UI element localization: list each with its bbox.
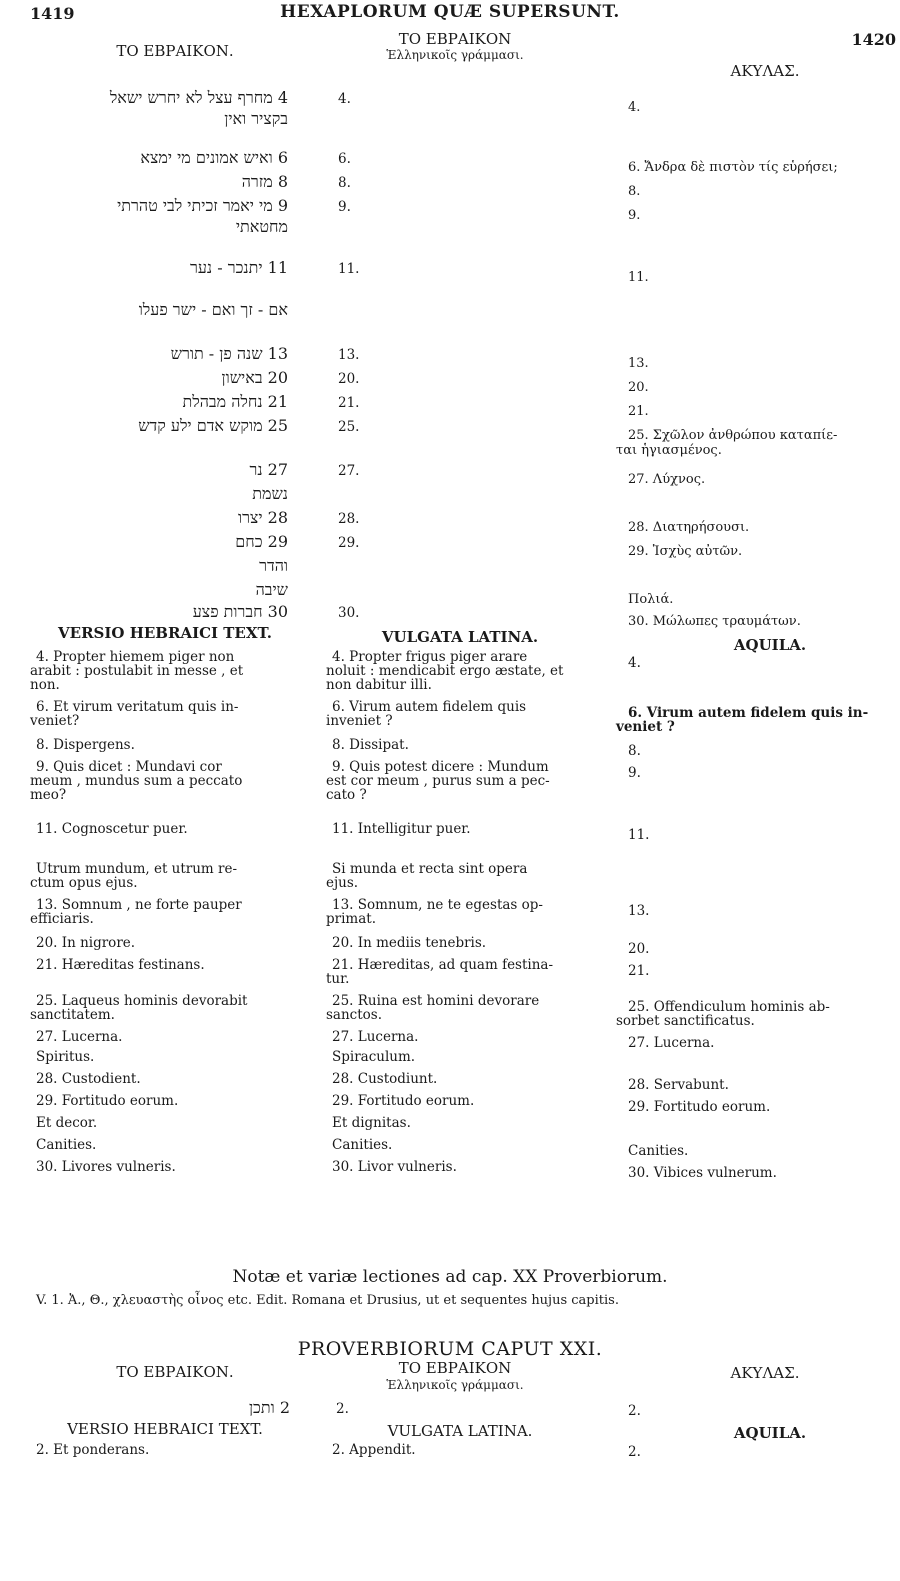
transliteration-verse: 28. (338, 511, 360, 527)
transliteration-verse: 13. (338, 347, 360, 363)
vulgata-latin-verse-continued: primat. (326, 911, 376, 927)
transliteration-verse: 20. (338, 371, 360, 387)
transliteration-verse: 30. (338, 605, 360, 621)
vulgata-latin-verse: 30. Livor vulneris. (332, 1159, 457, 1175)
aquila-greek-verse: Πολιά. (628, 592, 674, 607)
versio-latin-verse: 30. Livores vulneris. (36, 1159, 176, 1175)
versio-latin-verse-continued: meum , mundus sum a peccato (30, 773, 243, 789)
vulgata-latin-verse: 13. Somnum, ne te egestas op- (332, 897, 543, 913)
col-head-aquila: ΑΚΥΛΑΣ. (730, 62, 800, 80)
transliteration-verse: 11. (338, 261, 360, 277)
vulgata-latin-verse-continued: ejus. (326, 875, 359, 891)
hebrew-verse: 30 חברות פצע (192, 602, 288, 621)
vulgata-latin-verse: 27. Lucerna. (332, 1029, 419, 1045)
ch21-head-aquila-latin: AQUILA. (733, 1424, 807, 1442)
versio-latin-verse-continued: meo? (30, 787, 67, 803)
vulgata-latin-verse: Si munda et recta sint opera (332, 861, 528, 877)
vulgata-latin-verse-continued: cato ? (326, 787, 367, 803)
aquila-latin-verse: 13. (628, 903, 650, 919)
hebrew-verse: 6 ואיש אמונים מי ימצא (140, 148, 288, 167)
versio-latin-verse-continued: sanctitatem. (30, 1007, 115, 1023)
transliteration-verse: 21. (338, 395, 360, 411)
aquila-greek-verse: 20. (628, 380, 649, 395)
vulgata-latin-verse: 9. Quis potest dicere : Mundum (332, 759, 549, 775)
ch21-hebrew-verse: 2 ותכן (248, 1398, 290, 1417)
vulgata-latin-verse: Canities. (332, 1137, 393, 1153)
versio-latin-verse: 6. Et virum veritatum quis in- (36, 699, 239, 715)
col-head-versio: VERSIO HEBRAICI TEXT. (58, 624, 272, 642)
versio-latin-verse: 13. Somnum , ne forte pauper (36, 897, 242, 913)
hebrew-verse: 13 שנה פן - תורש (170, 344, 288, 363)
aquila-greek-verse: 27. Λύχνος. (628, 472, 706, 487)
ch21-head-aquila: ΑΚΥΛΑΣ. (730, 1364, 800, 1382)
aquila-greek-verse: 13. (628, 356, 649, 371)
ch21-aquila-latin-verse: 2. (628, 1444, 641, 1460)
versio-latin-verse: Spiritus. (36, 1049, 95, 1065)
hebrew-verse: שיבה (255, 580, 288, 599)
ch21-vulgata-verse: 2. Appendit. (332, 1442, 416, 1458)
aquila-latin-verse: 25. Offendiculum hominis ab- (628, 999, 830, 1015)
aquila-greek-verse: 28. Διατηρήσουσι. (628, 520, 750, 535)
ch21-head-transliteration: ΤΟ ΕΒΡΑΙΚΟΝ (398, 1359, 512, 1377)
aquila-greek-verse: 4. (628, 100, 641, 115)
hebrew-verse: 25 מוקש אדם ילע קדש (138, 416, 288, 435)
transliteration-verse: 9. (338, 199, 351, 215)
hebrew-verse: 29 כחם (235, 532, 288, 551)
versio-latin-verse-continued: non. (30, 677, 60, 693)
transliteration-verse: 27. (338, 463, 360, 479)
versio-latin-verse: 9. Quis dicet : Mundavi cor (36, 759, 222, 775)
vulgata-latin-verse-continued: non dabitur illi. (326, 677, 432, 693)
versio-latin-verse-continued: ctum opus ejus. (30, 875, 138, 891)
vulgata-latin-verse-continued: est cor meum , purus sum a pec- (326, 773, 550, 789)
hebrew-verse: 11 יתנכר - נער (190, 258, 288, 277)
hebrew-verse: אם - זך ואם - ישר פעלו (138, 300, 288, 319)
aquila-latin-verse: 29. Fortitudo eorum. (628, 1099, 771, 1115)
ch21-head-versio: VERSIO HEBRAICI TEXT. (67, 1420, 263, 1438)
aquila-latin-verse-continued: sorbet sanctificatus. (616, 1013, 755, 1029)
versio-latin-verse: 11. Cognoscetur puer. (36, 821, 188, 837)
ch21-head-vulgata: VULGATA LATINA. (387, 1422, 533, 1440)
aquila-greek-verse: 11. (628, 270, 649, 285)
vulgata-latin-verse: 20. In mediis tenebris. (332, 935, 487, 951)
vulgata-latin-verse: 28. Custodiunt. (332, 1071, 438, 1087)
hebrew-verse-continued: מחטאתי (235, 217, 288, 236)
versio-latin-verse: Canities. (36, 1137, 97, 1153)
aquila-latin-verse: 6. Virum autem fidelem quis in- (628, 705, 869, 721)
col-head-transliteration-sub: Ἑλληνικοῖς γράμμασι. (386, 48, 524, 62)
transliteration-verse: 6. (338, 151, 351, 167)
versio-latin-verse: 27. Lucerna. (36, 1029, 123, 1045)
vulgata-latin-verse: 29. Fortitudo eorum. (332, 1093, 475, 1109)
hebrew-verse-continued: בקציר ואין (224, 109, 288, 128)
col-head-aquila-latin: AQUILA. (733, 636, 807, 654)
running-title: HEXAPLORUM QUÆ SUPERSUNT. (280, 2, 620, 22)
versio-latin-verse: Utrum mundum, et utrum re- (36, 861, 238, 877)
versio-latin-verse: 28. Custodient. (36, 1071, 141, 1087)
hebrew-verse: 9 מי יאמר זכיתי לבי טהרתי (117, 196, 288, 215)
aquila-latin-verse: Canities. (628, 1143, 689, 1159)
ch21-transliteration-verse: 2. (336, 1401, 349, 1417)
aquila-greek-verse: 9. (628, 208, 641, 223)
hebrew-verse: והדר (259, 556, 288, 575)
ch21-head-hebrew: ΤΟ ΕΒΡΑΙΚΟΝ. (116, 1363, 234, 1381)
aquila-latin-verse: 11. (628, 827, 650, 843)
vulgata-latin-verse: Et dignitas. (332, 1115, 411, 1131)
aquila-greek-verse: 30. Μώλωπες τραυμάτων. (628, 614, 801, 629)
aquila-greek-verse: 6. Ἄνδρα δὲ πιστὸν τίς εὑρήσει; (628, 160, 838, 175)
hebrew-verse: 8 מזרה (241, 172, 288, 191)
aquila-greek-verse-continued: ται ἡγιασμένος. (616, 443, 722, 458)
vulgata-latin-verse: 25. Ruina est homini devorare (332, 993, 540, 1009)
col-head-hebrew: ΤΟ ΕΒΡΑΙΚΟΝ. (116, 42, 234, 60)
aquila-latin-verse: 9. (628, 765, 641, 781)
hebrew-verse: 4 מחרף עצל לא יחרש ישאל (109, 88, 288, 107)
aquila-latin-verse-continued: veniet ? (616, 719, 675, 735)
vulgata-latin-verse: 4. Propter frigus piger arare (332, 649, 528, 665)
aquila-latin-verse: 30. Vibices vulnerum. (628, 1165, 777, 1181)
vulgata-latin-verse: 11. Intelligitur puer. (332, 821, 471, 837)
transliteration-verse: 4. (338, 91, 351, 107)
versio-latin-verse-continued: arabit : postulabit in messe , et (30, 663, 244, 679)
ch21-versio-verse: 2. Et ponderans. (36, 1442, 150, 1458)
hebrew-verse: 21 נחלה מבהלת (182, 392, 288, 411)
page-number-right: 1420 (851, 30, 896, 49)
hebrew-verse: נשמת (252, 484, 288, 503)
chapter-title: PROVERBIORUM CAPUT XXI. (297, 1338, 603, 1360)
ch21-aquila-verse: 2. (628, 1403, 641, 1419)
versio-latin-verse: 4. Propter hiemem piger non (36, 649, 235, 665)
aquila-greek-verse: 25. Σχῶλον ἀνθρώπου καταπίε- (628, 428, 838, 443)
vulgata-latin-verse: 6. Virum autem fidelem quis (332, 699, 527, 715)
vulgata-latin-verse-continued: inveniet ? (326, 713, 393, 729)
transliteration-verse: 29. (338, 535, 360, 551)
col-head-vulgata: VULGATA LATINA. (381, 628, 539, 646)
vulgata-latin-verse: 21. Hæreditas, ad quam festina- (332, 957, 554, 973)
versio-latin-verse: 29. Fortitudo eorum. (36, 1093, 179, 1109)
vulgata-latin-verse: Spiraculum. (332, 1049, 416, 1065)
transliteration-verse: 25. (338, 419, 360, 435)
ch21-head-transliteration-sub: Ἑλληνικοῖς γράμμασι. (386, 1378, 524, 1392)
vulgata-latin-verse-continued: sanctos. (326, 1007, 383, 1023)
notes-body: V. 1. Ἀ., Θ., χλευαστὴς οἶνος etc. Edit. Romana et Drusius, ut et sequentes hujus capitis. (36, 1293, 619, 1308)
aquila-latin-verse: 27. Lucerna. (628, 1035, 715, 1051)
vulgata-latin-verse: 8. Dissipat. (332, 737, 409, 753)
versio-latin-verse: 21. Hæreditas festinans. (36, 957, 205, 973)
vulgata-latin-verse-continued: noluit : mendicabit ergo æstate, et (326, 663, 564, 679)
aquila-greek-verse: 29. Ἰσχὺς αὐτῶν. (628, 544, 743, 559)
versio-latin-verse: Et decor. (36, 1115, 98, 1131)
aquila-latin-verse: 4. (628, 655, 641, 671)
col-head-transliteration: ΤΟ ΕΒΡΑΙΚΟΝ (398, 30, 512, 48)
aquila-latin-verse: 28. Servabunt. (628, 1077, 729, 1093)
notes-title: Notæ et variæ lectiones ad cap. XX Proverbiorum. (232, 1267, 668, 1287)
versio-latin-verse: 20. In nigrore. (36, 935, 136, 951)
vulgata-latin-verse-continued: tur. (326, 971, 350, 987)
aquila-latin-verse: 21. (628, 963, 650, 979)
aquila-latin-verse: 8. (628, 743, 641, 759)
hebrew-verse: 28 יצרו (238, 508, 288, 527)
aquila-greek-verse: 8. (628, 184, 641, 199)
aquila-greek-verse: 21. (628, 404, 649, 419)
aquila-latin-verse: 20. (628, 941, 650, 957)
versio-latin-verse-continued: efficiaris. (30, 911, 94, 927)
page-number-left: 1419 (30, 4, 75, 23)
transliteration-verse: 8. (338, 175, 351, 191)
versio-latin-verse: 8. Dispergens. (36, 737, 135, 753)
versio-latin-verse: 25. Laqueus hominis devorabit (36, 993, 248, 1009)
hebrew-verse: 20 באישון (221, 368, 288, 387)
versio-latin-verse-continued: veniet? (30, 713, 80, 729)
hebrew-verse: 27 נר (249, 460, 288, 479)
